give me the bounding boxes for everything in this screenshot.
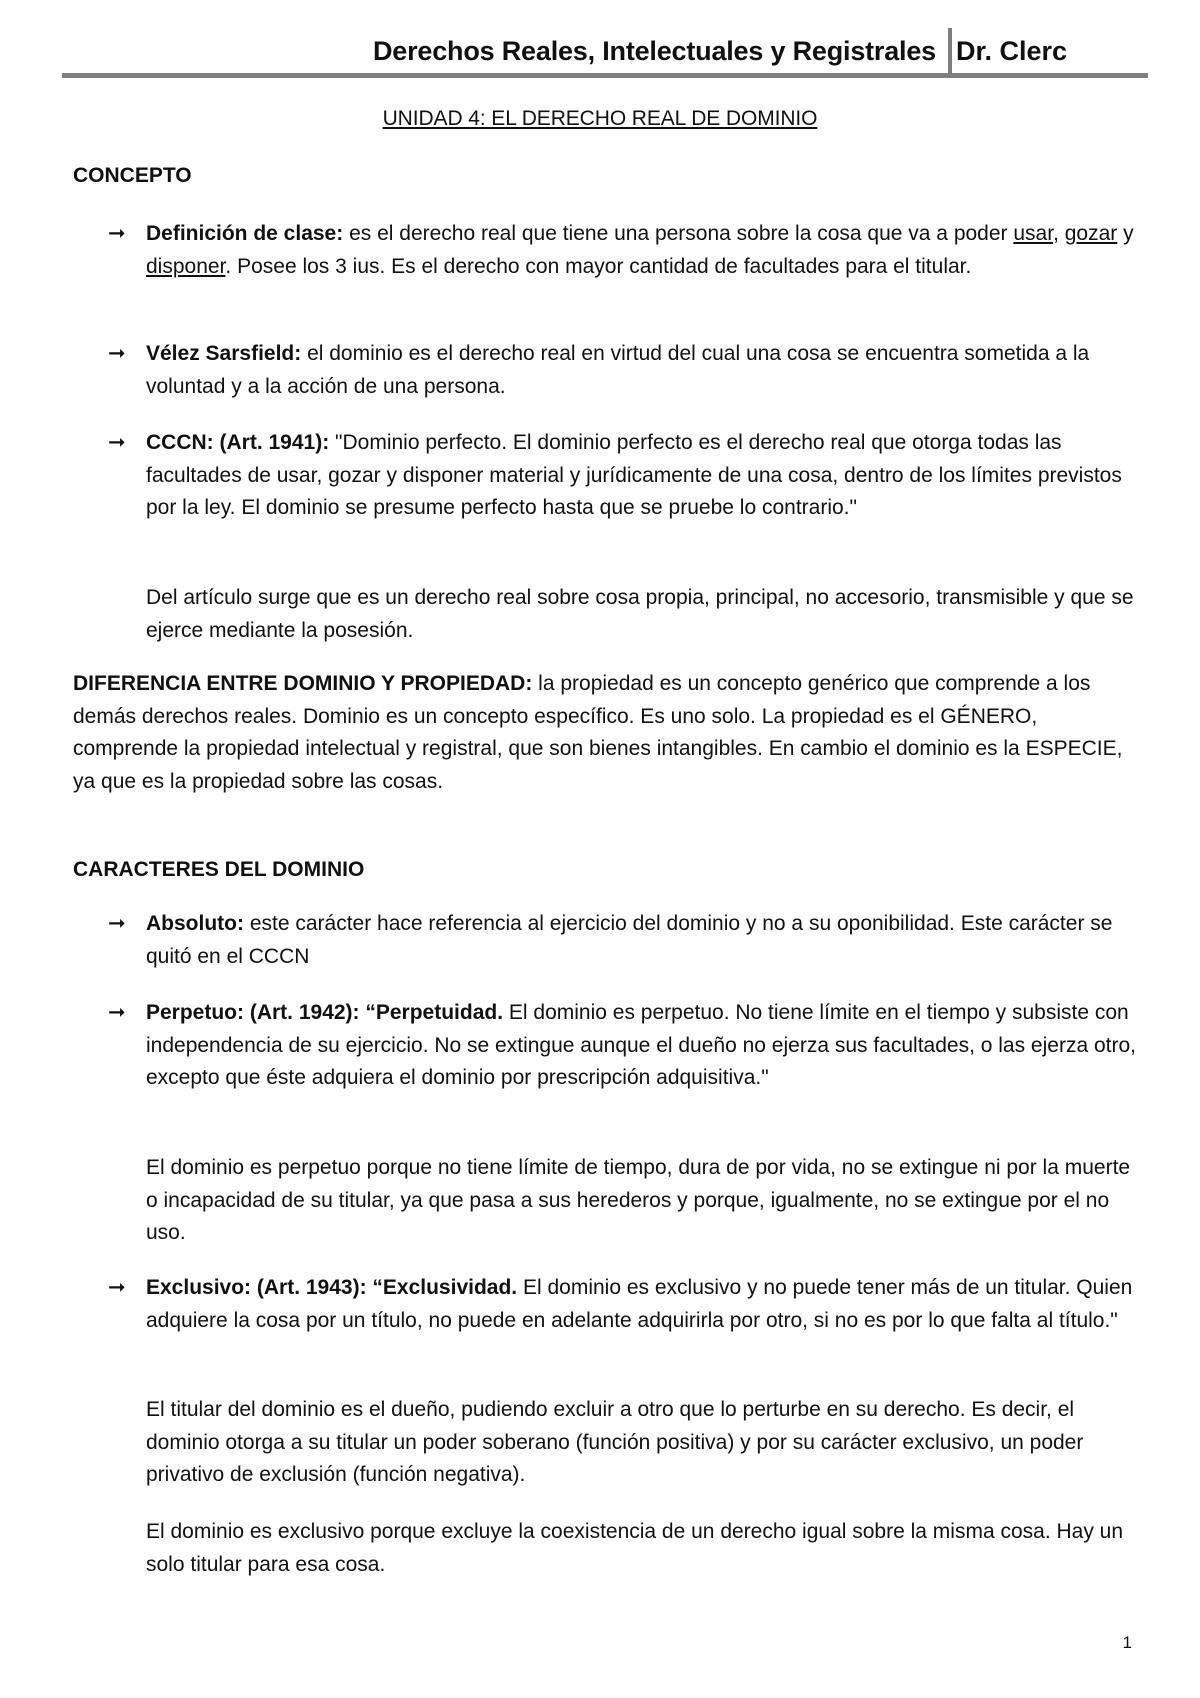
paragraph-label: DIFERENCIA ENTRE DOMINIO Y PROPIEDAD:	[73, 672, 533, 695]
list-item-text	[146, 1272, 1136, 1337]
header-rule	[62, 73, 1148, 78]
page-number: 1	[1122, 1633, 1132, 1652]
item-text: es el derecho real que tiene una persona sobre la cosa que va a poder	[343, 222, 1014, 245]
list-item-text	[146, 908, 1136, 973]
item-text: "Dominio perfecto. El dominio perfecto es el derecho real que otorga todas las facultades de usar, gozar y disponer material y jurídicamente de una cosa, dentro de los límites previstos por la ley. El dominio se presume perfecto hasta que se pruebe lo contrario."	[146, 431, 1122, 519]
arrow-bullet-icon: ➞	[108, 1001, 126, 1024]
item-text: . Posee los 3 ius. Es el derecho con mayor cantidad de facultades para el titular.	[225, 254, 972, 278]
perpetuo-note: El dominio es perpetuo porque no tiene límite de tiempo, dura de por vida, no se extingue ni por la muerte o incapacidad de su titular, ya que pasa a sus herederos y porque, igualmente, no se extingue por el no uso.	[146, 1156, 1131, 1244]
item-label: Absoluto:	[146, 912, 244, 935]
page-header	[62, 26, 1148, 76]
list-item-text	[146, 338, 1136, 403]
item-text: y	[1117, 222, 1134, 245]
item-text: ,	[1053, 222, 1065, 245]
item-label: Perpetuo: (Art. 1942): “Perpetuidad.	[146, 1001, 504, 1024]
underlined-word: disponer	[146, 254, 226, 278]
arrow-bullet-icon: ➞	[108, 222, 126, 245]
item-label: Exclusivo: (Art. 1943): “Exclusividad.	[146, 1276, 518, 1299]
header-separator	[948, 28, 952, 75]
item-text: el dominio es el derecho real en virtud del cual una cosa se encuentra sometida a la voluntad y a la acción de una persona.	[146, 342, 1090, 398]
item-label: CCCN: (Art. 1941):	[146, 431, 330, 454]
item-label: Definición de clase:	[146, 222, 344, 245]
arrow-bullet-icon: ➞	[108, 342, 126, 365]
item-text: este carácter hace referencia al ejercicio del dominio y no a su oponibilidad. Este carácter se quitó en el CCCN	[146, 912, 1113, 968]
exclusivo-note-1: El titular del dominio es el dueño, pudiendo excluir a otro que lo perturbe en su derecho. Es decir, el dominio otorga a su titular un poder soberano (función positiva) y por su carácter exclusivo, un poder privativo de exclusión (función negativa).	[146, 1398, 1084, 1486]
unit-title: UNIDAD 4: EL DERECHO REAL DE DOMINIO	[382, 107, 818, 130]
diferencia-paragraph	[73, 668, 1133, 798]
exclusivo-note-2: El dominio es exclusivo porque excluye la coexistencia de un derecho igual sobre la misma cosa. Hay un solo titular para esa cosa.	[146, 1520, 1124, 1576]
paragraph-text: la propiedad es un concepto genérico que comprende a los demás derechos reales. Dominio es un concepto específico. Es uno solo. La propiedad es el GÉNERO, comprende la propiedad intelectual y registral, que son bienes intangibles. En cambio el dominio es la ESPECIE, ya que es la propiedad sobre las cosas.	[73, 672, 1123, 793]
cccn-note: Del artículo surge que es un derecho real sobre cosa propia, principal, no accesorio, transmisible y que se ejerce mediante la posesión.	[146, 586, 1134, 642]
section-heading-concepto: CONCEPTO	[73, 164, 192, 187]
list-item-text	[146, 427, 1136, 525]
arrow-bullet-icon: ➞	[108, 1276, 126, 1299]
underlined-word: gozar	[1064, 222, 1118, 245]
section-heading-caracteres: CARACTERES DEL DOMINIO	[73, 858, 365, 881]
header-title: Derechos Reales, Intelectuales y Registrales	[373, 36, 936, 66]
arrow-bullet-icon: ➞	[108, 912, 126, 935]
item-text: El dominio es exclusivo y no puede tener más de un titular. Quien adquiere la cosa por un título, no puede en adelante adquirirla por otro, si no es por lo que falta al título."	[146, 1276, 1133, 1332]
item-text: El dominio es perpetuo. No tiene límite en el tiempo y subsiste con independencia de su ejercicio. No se extingue aunque el dueño no ejerza sus facultades, o las ejerza otro, excepto que éste adquiera el dominio por prescripción adquisitiva."	[146, 1001, 1136, 1089]
item-label: Vélez Sarsfield:	[146, 342, 302, 365]
arrow-bullet-icon: ➞	[108, 431, 126, 454]
underlined-word: usar	[1013, 222, 1054, 245]
list-item-text	[146, 218, 1136, 283]
list-item-text	[146, 997, 1136, 1095]
header-author: Dr. Clerc	[956, 36, 1068, 66]
